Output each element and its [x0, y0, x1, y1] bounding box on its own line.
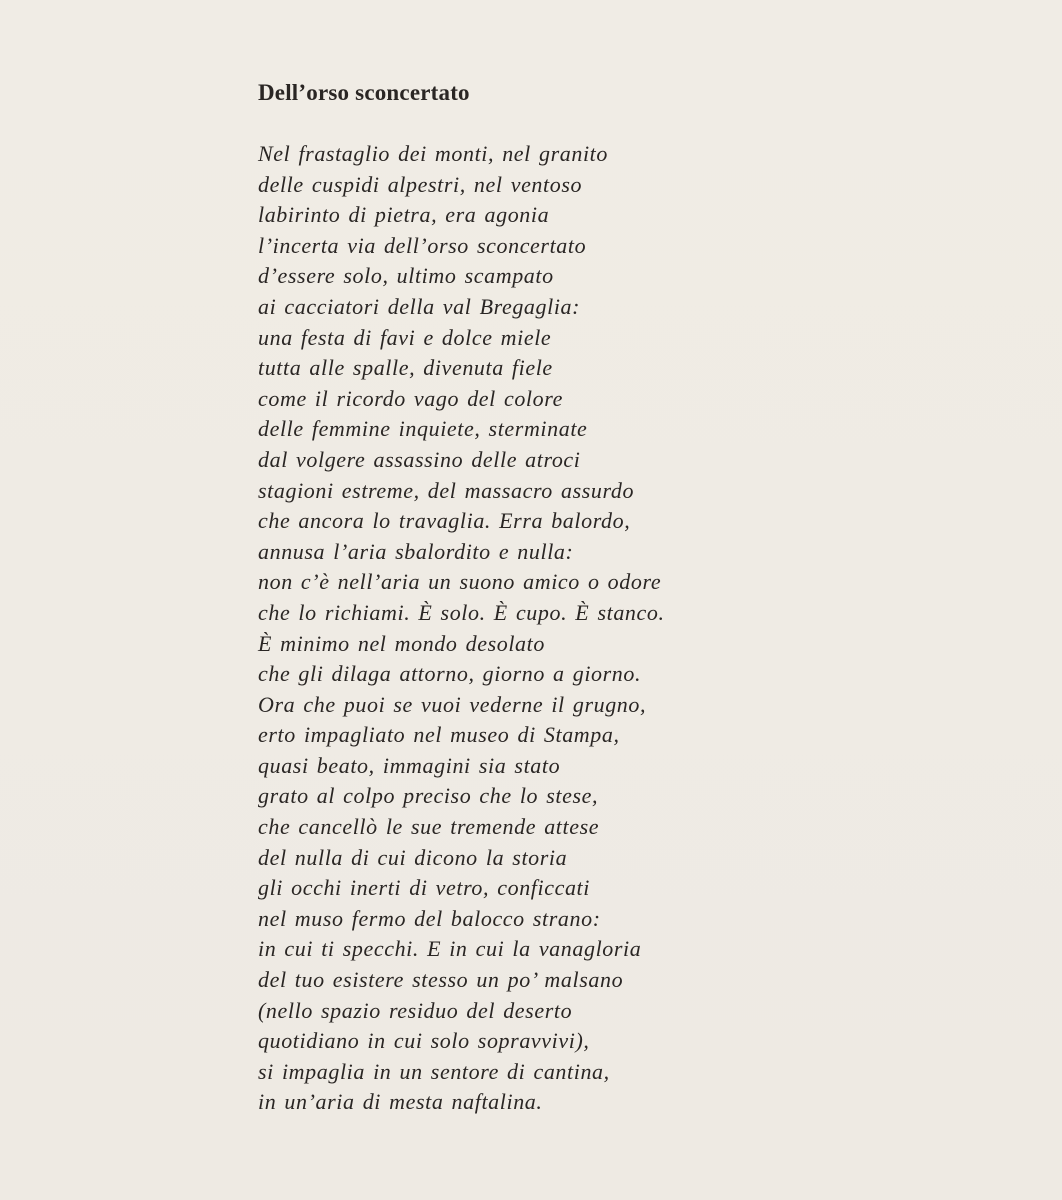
poem-line: Ora che puoi se vuoi vederne il grugno,	[258, 691, 647, 717]
poem-line: annusa l’aria sbalordito e nulla:	[258, 538, 574, 564]
poem-line: del tuo esistere stesso un po’ malsano	[258, 967, 624, 993]
poem-line: grato al colpo preciso che lo stese,	[258, 783, 599, 809]
poem-line: una festa di favi e dolce miele	[258, 324, 552, 350]
poem-line: non c’è nell’aria un suono amico o odore	[258, 569, 662, 595]
poem-line: l’incerta via dell’orso sconcertato	[258, 232, 587, 258]
poem-line: stagioni estreme, del massacro assurdo	[258, 477, 635, 503]
poem-line: del nulla di cui dicono la storia	[258, 844, 568, 870]
poem-line: nel muso fermo del balocco strano:	[258, 905, 601, 931]
poem-line: che cancellò le sue tremende attese	[258, 814, 600, 840]
poem-body	[258, 139, 665, 1118]
poem-line: quasi beato, immagini sia stato	[258, 752, 561, 778]
poem-line: come il ricordo vago del colore	[258, 385, 563, 411]
poem-line: labirinto di pietra, era agonia	[258, 202, 550, 228]
poem-line: in cui ti specchi. E in cui la vanagloria	[258, 936, 642, 962]
poem-line: in un’aria di mesta naftalina.	[258, 1089, 543, 1115]
poem-line: Nel frastaglio dei monti, nel granito	[258, 141, 608, 166]
poem-line: tutta alle spalle, divenuta fiele	[258, 355, 553, 381]
poem-line: che lo richiami. È solo. È cupo. È stanco.	[258, 599, 665, 625]
poem-line: (nello spazio residuo del deserto	[258, 997, 573, 1023]
poem-line: d’essere solo, ultimo scampato	[258, 263, 554, 289]
poem-line: quotidiano in cui solo sopravvivi),	[258, 1028, 590, 1054]
poem-line: che ancora lo travaglia. Erra balordo,	[258, 508, 631, 534]
poem-line: ai cacciatori della val Bregaglia:	[258, 293, 581, 319]
poem-line: delle cuspidi alpestri, nel ventoso	[258, 171, 583, 197]
poem-line: erto impagliato nel museo di Stampa,	[258, 722, 620, 748]
poem-line: delle femmine inquiete, sterminate	[258, 416, 588, 442]
poem-line: si impaglia in un sentore di cantina,	[258, 1058, 610, 1084]
poem-line: È minimo nel mondo desolato	[258, 630, 545, 656]
poem-title: Dell’orso sconcertato	[258, 80, 470, 105]
poem-line: che gli dilaga attorno, giorno a giorno.	[258, 661, 642, 687]
poem-line: dal volgere assassino delle atroci	[258, 446, 581, 472]
poem-line: gli occhi inerti di vetro, conficcati	[258, 875, 590, 901]
